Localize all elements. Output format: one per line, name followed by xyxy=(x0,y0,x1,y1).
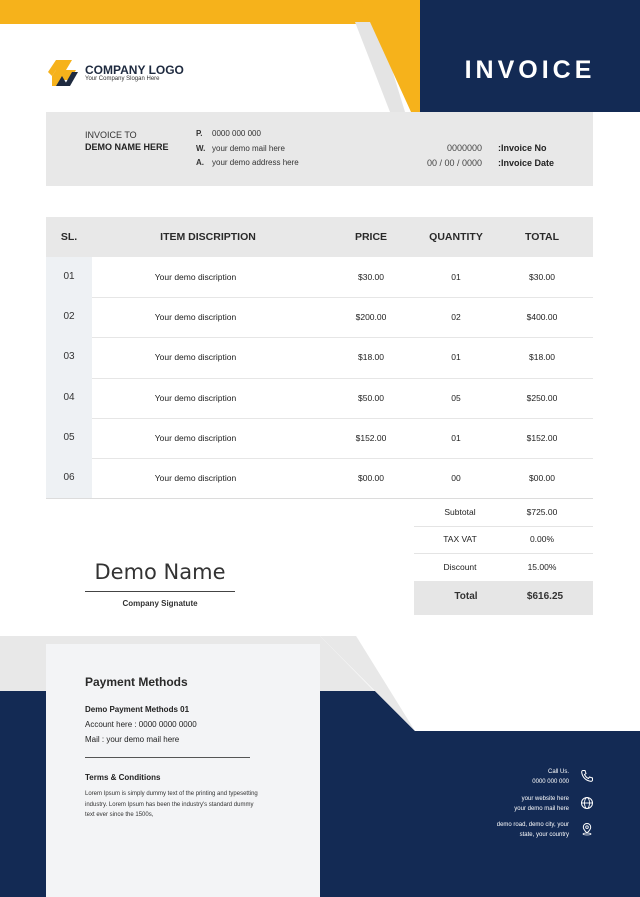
row-total: $00.00 xyxy=(529,473,555,483)
row-divider xyxy=(92,458,593,459)
contact-phone-row xyxy=(196,129,261,138)
tax-label: TAX VAT xyxy=(443,534,477,544)
table-bottom-border xyxy=(46,498,593,499)
row-total: $152.00 xyxy=(526,433,558,443)
row-total: $400.00 xyxy=(526,312,558,322)
col-header-description: ITEM DISCRIPTION xyxy=(160,231,256,243)
contact-address-row xyxy=(196,158,299,167)
row-price: $30.00 xyxy=(358,272,384,282)
company-logo-icon xyxy=(46,58,78,88)
row-price: $18.00 xyxy=(358,352,384,362)
row-sl: 01 xyxy=(63,271,75,282)
invoice-number-value: 0000000 xyxy=(446,143,482,153)
row-total: $250.00 xyxy=(526,393,558,403)
globe-icon xyxy=(580,796,594,810)
payment-mail: Mail : your demo mail here xyxy=(85,735,180,744)
contact-email-row xyxy=(196,144,285,153)
company-logo-text: COMPANY LOGO xyxy=(85,63,184,77)
row-sl: 03 xyxy=(63,351,75,362)
row-description: Your demo discription xyxy=(154,312,237,322)
row-total: $18.00 xyxy=(529,352,555,362)
call-number: 0000 000 000 xyxy=(532,779,569,785)
row-price: $00.00 xyxy=(358,473,384,483)
contact-phone: 0000 000 000 xyxy=(212,129,261,138)
row-description: Your demo discription xyxy=(154,393,237,403)
row-divider xyxy=(92,378,593,379)
row-sl: 05 xyxy=(63,432,75,443)
row-description: Your demo discription xyxy=(154,352,237,362)
footer-address-line1: demo road, demo city, your xyxy=(496,822,569,828)
row-total: $30.00 xyxy=(529,272,555,282)
footer-address-line2: state, your country xyxy=(519,832,569,838)
contact-address: your demo address here xyxy=(212,158,299,167)
header-accent-bar xyxy=(0,0,420,24)
address-prefix: A. xyxy=(196,158,204,167)
payment-divider xyxy=(85,757,250,758)
signature-name: Demo Name xyxy=(94,560,226,584)
footer-web-block xyxy=(514,794,569,814)
footer-call-block xyxy=(532,767,569,787)
discount-label: Discount xyxy=(443,562,477,572)
footer-mail: your demo mail here xyxy=(514,806,569,812)
invoice-to-label: INVOICE TO xyxy=(85,130,137,140)
row-sl: 04 xyxy=(63,392,75,403)
call-label: Call Us. xyxy=(547,769,569,775)
company-slogan: Your Company Slogan Here xyxy=(85,76,160,82)
row-divider xyxy=(92,418,593,419)
row-price: $152.00 xyxy=(355,433,387,443)
col-header-total: TOTAL xyxy=(524,231,560,243)
row-description: Your demo discription xyxy=(154,473,237,483)
invoice-number-label: :Invoice No xyxy=(498,143,547,153)
col-header-quantity: QUANTITY xyxy=(429,231,483,243)
payment-account: Account here : 0000 0000 0000 xyxy=(85,720,197,729)
row-quantity: 01 xyxy=(451,352,461,362)
totals-divider xyxy=(414,553,593,554)
footer-website: your website here xyxy=(521,796,569,802)
grand-total-value: $616.25 xyxy=(526,591,564,602)
terms-text: Lorem Ipsum is simply dummy text of the printing and typesetting industry. Lorem Ipsum has been the industry's standard dummy text ever since the 1500s, xyxy=(85,791,258,818)
col-header-sl: SL. xyxy=(60,231,78,243)
signature-label: Company Signatute xyxy=(122,599,198,608)
row-sl: 06 xyxy=(63,472,75,483)
contact-email: your demo mail here xyxy=(212,144,285,153)
col-header-price: PRICE xyxy=(354,231,388,243)
row-price: $200.00 xyxy=(355,312,387,322)
invoice-title: INVOICE xyxy=(464,56,596,84)
grand-total-label: Total xyxy=(454,591,478,602)
customer-name: DEMO NAME HERE xyxy=(85,142,169,152)
row-divider xyxy=(92,297,593,298)
totals-divider xyxy=(414,526,593,527)
row-quantity: 01 xyxy=(451,433,461,443)
web-prefix: W. xyxy=(196,144,206,153)
row-price: $50.00 xyxy=(358,393,384,403)
row-quantity: 05 xyxy=(451,393,461,403)
row-quantity: 02 xyxy=(451,312,461,322)
invoice-date-label: :Invoice Date xyxy=(498,158,555,168)
location-pin-icon xyxy=(580,822,594,836)
row-description: Your demo discription xyxy=(154,272,237,282)
sl-column-bg xyxy=(46,257,92,499)
subtotal-value: $725.00 xyxy=(526,507,558,517)
phone-prefix: P. xyxy=(196,129,203,138)
row-sl: 02 xyxy=(63,311,75,322)
payment-method-name: Demo Payment Methods 01 xyxy=(85,705,190,714)
row-quantity: 01 xyxy=(451,272,461,282)
row-divider xyxy=(92,337,593,338)
footer-address-block xyxy=(497,820,569,840)
signature-line xyxy=(85,591,235,592)
row-description: Your demo discription xyxy=(154,433,237,443)
payment-methods-title: Payment Methods xyxy=(85,675,188,689)
discount-value: 15.00% xyxy=(527,562,557,572)
row-quantity: 00 xyxy=(451,473,461,483)
terms-title: Terms & Conditions xyxy=(85,773,161,782)
phone-icon xyxy=(580,769,594,783)
subtotal-label: Subtotal xyxy=(444,507,476,517)
invoice-date-value: 00 / 00 / 0000 xyxy=(426,158,482,168)
tax-value: 0.00% xyxy=(529,534,555,544)
